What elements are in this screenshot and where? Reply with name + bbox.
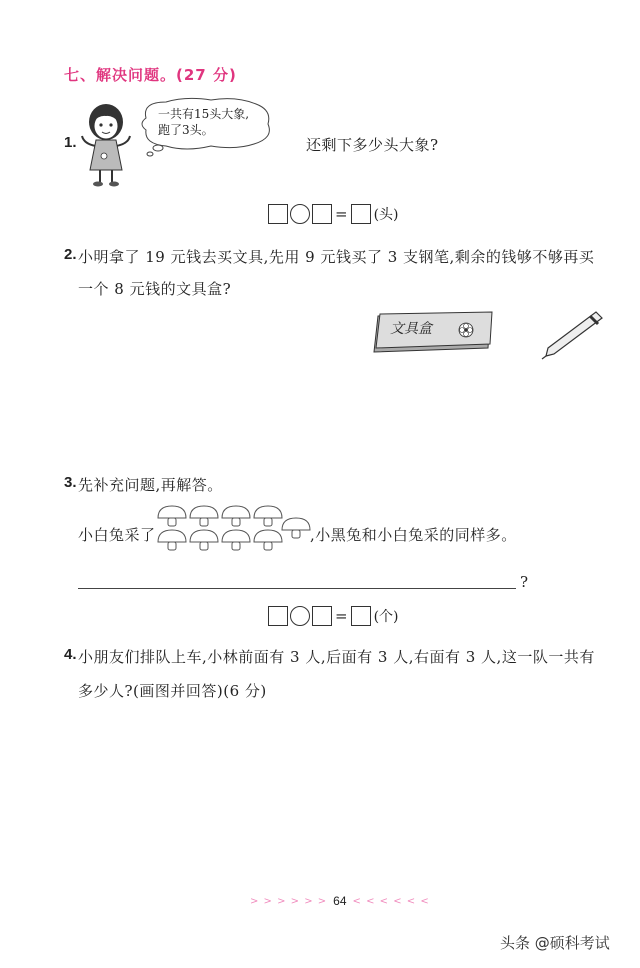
q3-unit: (个) (373, 609, 399, 625)
answer-box-2[interactable] (312, 204, 332, 224)
q3-line-1: 先补充问题,再解答。 (78, 476, 223, 494)
q3-prefix: 小白兔采了 (78, 526, 156, 544)
answer-box-result[interactable] (351, 204, 371, 224)
q4-line-1: 小朋友们排队上车,小林前面有 3 人,后面有 3 人,右面有 3 人,这一队一共有 (78, 648, 595, 666)
page-footer (250, 894, 430, 908)
q1-formula (268, 204, 399, 224)
q1-unit: (头) (373, 207, 399, 223)
pencil-box-image (370, 310, 496, 356)
q3-suffix: ,小黑兔和小白兔采的同样多。 (310, 526, 517, 544)
answer-box-result[interactable] (351, 606, 371, 626)
fill-in-line[interactable] (78, 588, 516, 589)
equals-sign: = (335, 607, 348, 625)
bubble-line-1: 一共有15头大象, (158, 107, 250, 121)
mushrooms-image (156, 504, 314, 554)
q2-line-1: 小明拿了 19 元钱去买文具,先用 9 元钱买了 3 支钢笔,剩余的钱够不够再买 (78, 248, 595, 266)
operator-circle[interactable] (290, 606, 310, 626)
girl-illustration (76, 100, 136, 190)
q1-question: 还剩下多少头大象? (306, 136, 439, 154)
q4-line-2: 多少人?(画图并回答)(6 分) (78, 682, 267, 700)
answer-box-1[interactable] (268, 606, 288, 626)
q2-line-2: 一个 8 元钱的文具盒? (78, 280, 232, 298)
answer-box-1[interactable] (268, 204, 288, 224)
q3-question-mark: ? (520, 573, 529, 591)
operator-circle[interactable] (290, 204, 310, 224)
q2-number: 2. (64, 246, 77, 263)
q3-formula (268, 606, 399, 626)
page-number: 64 (333, 894, 347, 908)
watermark: 头条 @硕科考试 (500, 934, 610, 952)
bubble-line-2: 跑了3头。 (158, 123, 214, 137)
q4-number: 4. (64, 646, 77, 663)
arrows-left-icon: < < < < < < (352, 895, 430, 907)
answer-box-2[interactable] (312, 606, 332, 626)
arrows-right-icon: > > > > > > (250, 895, 328, 907)
pencil-box-label: 文具盒 (390, 321, 432, 337)
section-title: 七、解决问题。(27 分) (64, 66, 237, 84)
equals-sign: = (335, 205, 348, 223)
pen-image (540, 308, 604, 360)
q3-number: 3. (64, 474, 77, 491)
q1-number: 1. (64, 134, 77, 151)
